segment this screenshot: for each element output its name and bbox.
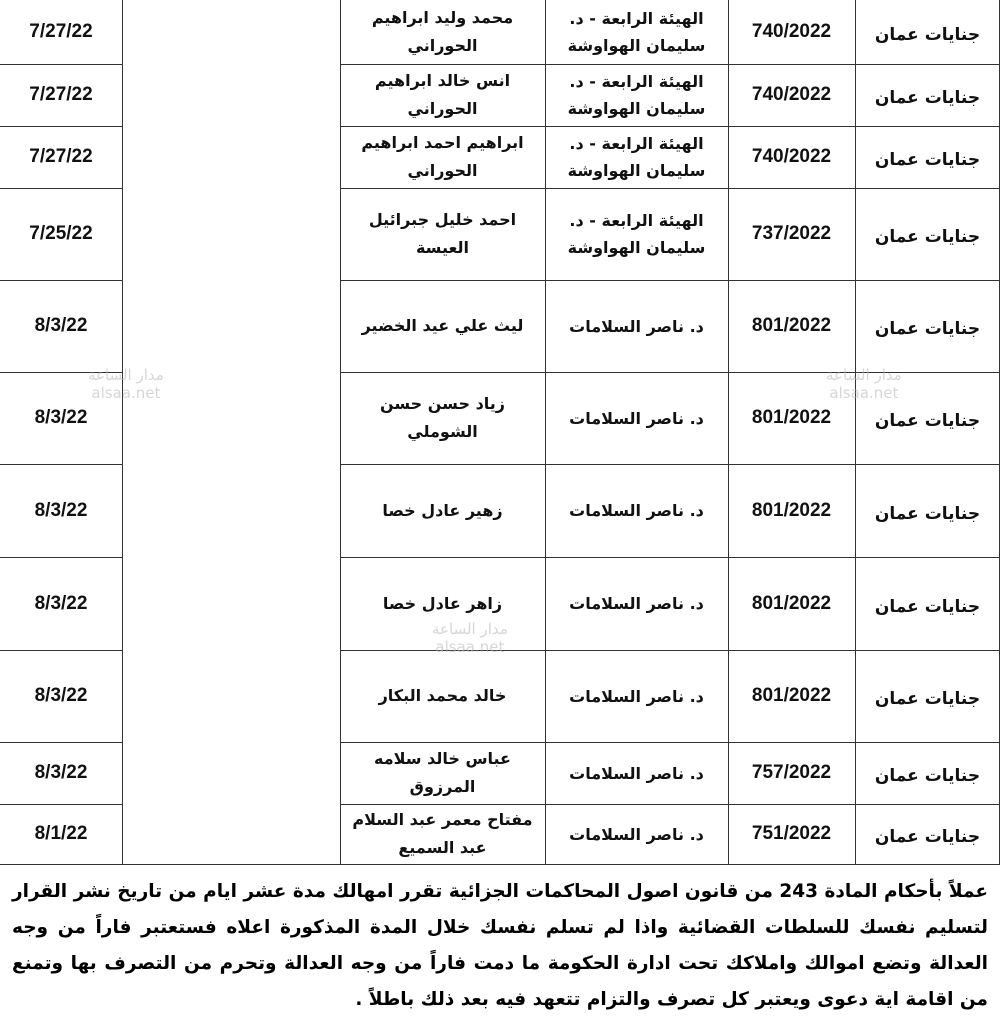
grid-horizontal-line	[122, 864, 340, 865]
date-cell: 8/3/22	[34, 685, 88, 706]
defendant-name-cell: ليث علي عيد الخضير	[361, 316, 524, 335]
table-row	[0, 188, 1000, 280]
date-cell: 8/3/22	[34, 762, 88, 783]
court-cell: جنايات عمان	[874, 25, 981, 45]
grid-horizontal-line	[0, 188, 122, 189]
court-cell: جنايات عمان	[874, 689, 981, 709]
panel-cell: د. ناصر السلامات	[569, 594, 704, 613]
grid-horizontal-line	[340, 64, 1000, 65]
grid-horizontal-line	[0, 557, 122, 558]
court-cell: جنايات عمان	[874, 227, 981, 247]
grid-vertical-line	[855, 0, 856, 864]
grid-horizontal-line	[340, 650, 1000, 651]
table-row	[0, 126, 1000, 188]
grid-horizontal-line	[0, 126, 122, 127]
court-cell: جنايات عمان	[874, 596, 981, 617]
empty-cell	[122, 280, 340, 372]
grid-vertical-line	[545, 0, 546, 864]
table-row	[0, 742, 1000, 804]
case-number-cell: 801/2022	[751, 592, 832, 614]
grid-vertical-line	[728, 0, 729, 864]
panel-cell: د. ناصر السلامات	[569, 686, 704, 706]
date-cell: 7/25/22	[29, 223, 93, 244]
grid-horizontal-line	[0, 742, 122, 743]
grid-horizontal-line	[340, 557, 1000, 558]
table-row	[0, 280, 1000, 372]
watermark-arabic: مدار الساعة	[432, 620, 508, 638]
table-row	[0, 464, 1000, 557]
case-number-cell: 801/2022	[751, 407, 832, 428]
grid-horizontal-line	[340, 372, 1000, 373]
grid-horizontal-line	[340, 280, 1000, 281]
date-cell: 7/27/22	[29, 146, 93, 167]
court-cell: جنايات عمان	[874, 319, 981, 339]
date-cell: 8/3/22	[34, 592, 88, 614]
grid-vertical-line	[340, 0, 341, 864]
grid-horizontal-line	[340, 126, 1000, 127]
panel-cell: د. ناصر السلامات	[569, 501, 704, 520]
empty-cell	[122, 650, 340, 742]
panel-cell: د. ناصر السلامات	[569, 316, 704, 336]
empty-cell	[122, 464, 340, 557]
court-cell: جنايات عمان	[874, 88, 981, 108]
table-row	[0, 64, 1000, 126]
grid-horizontal-line	[0, 372, 122, 373]
court-cell: جنايات عمان	[874, 766, 981, 786]
table-row	[0, 372, 1000, 464]
grid-horizontal-line	[340, 804, 1000, 805]
table-row	[0, 557, 1000, 650]
defendant-name-cell: مفتاح معمر عبد السلام عبد السميع	[352, 810, 533, 857]
panel-cell: الهيئة الرابعة - د. سليمان الهواوشة	[567, 9, 706, 55]
defendant-name-cell: زهير عادل خصا	[382, 500, 503, 520]
case-number-cell: 801/2022	[751, 315, 832, 336]
case-number-cell: 740/2022	[751, 84, 832, 105]
case-number-cell: 757/2022	[751, 762, 832, 783]
grid-vertical-line	[122, 0, 123, 864]
panel-cell: د. ناصر السلامات	[569, 763, 704, 783]
defendant-name-cell: عباس خالد سلامه المرزوق	[374, 749, 511, 796]
date-cell: 8/1/22	[34, 823, 88, 844]
table-row	[0, 650, 1000, 742]
watermark-latin: alsaa.net	[829, 384, 899, 402]
watermark-latin: alsaa.net	[435, 638, 505, 656]
court-cell: جنايات عمان	[874, 411, 981, 431]
grid-horizontal-line	[0, 64, 122, 65]
empty-cell	[122, 0, 340, 64]
defendant-name-cell: زياد حسن حسن الشوملي	[380, 394, 505, 441]
date-cell: 7/27/22	[29, 21, 93, 42]
empty-cell	[122, 126, 340, 188]
panel-cell: د. ناصر السلامات	[569, 824, 704, 844]
case-number-cell: 740/2022	[751, 146, 832, 167]
empty-cell	[122, 188, 340, 280]
defendant-name-cell: انس خالد ابراهيم الحوراني	[374, 71, 511, 118]
court-cell: جنايات عمان	[874, 503, 981, 524]
grid-horizontal-line	[340, 188, 1000, 189]
watermark-latin: alsaa.net	[91, 384, 161, 402]
grid-horizontal-line	[0, 280, 122, 281]
empty-cell	[122, 804, 340, 864]
defendant-name-cell: ابراهيم احمد ابراهيم الحوراني	[361, 133, 524, 180]
grid-horizontal-line	[0, 650, 122, 651]
grid-horizontal-line	[340, 864, 1000, 865]
defendant-name-cell: خالد محمد البكار	[378, 686, 507, 705]
empty-cell	[122, 64, 340, 126]
defendant-name-cell: محمد وليد ابراهيم الحوراني	[371, 8, 514, 55]
case-number-cell: 737/2022	[751, 223, 832, 244]
table-row	[0, 0, 1000, 64]
case-number-cell: 740/2022	[751, 21, 832, 42]
defendant-name-cell: زاهر عادل خصا	[382, 593, 503, 613]
date-cell: 8/3/22	[34, 499, 88, 521]
date-cell: 8/3/22	[34, 315, 88, 336]
empty-cell	[122, 557, 340, 650]
date-cell: 8/3/22	[34, 407, 88, 428]
table-row	[0, 804, 1000, 864]
grid-horizontal-line	[340, 464, 1000, 465]
case-number-cell: 801/2022	[751, 499, 832, 521]
date-cell: 7/27/22	[29, 84, 93, 105]
empty-cell	[122, 372, 340, 464]
panel-cell: الهيئة الرابعة - د. سليمان الهواوشة	[567, 211, 706, 257]
grid-horizontal-line	[0, 804, 122, 805]
case-number-cell: 801/2022	[751, 685, 832, 706]
defendant-name-cell: احمد خليل جبرائيل العيسة	[368, 210, 517, 257]
court-cell: جنايات عمان	[874, 150, 981, 170]
court-cell: جنايات عمان	[874, 827, 981, 847]
panel-cell: د. ناصر السلامات	[569, 408, 704, 428]
panel-cell: الهيئة الرابعة - د. سليمان الهواوشة	[567, 72, 706, 118]
case-number-cell: 751/2022	[751, 823, 832, 844]
legal-notice-paragraph: عملاً بأحكام المادة 243 من قانون اصول المحاكمات الجزائية تقرر امهالك مدة عشر ايام من تاريخ نشر القرار لتسليم نفسك للسلطات القضائية واذا لم تسلم نفسك خلال المدة المذكورة اعلاه فستعتبر فاراً من وجه العدالة وتضع اموالك واملاكك تحت ادارة الحكومة ما دمت فاراً من وجه العدالة وتحرم من التصرف بها وتمنع من اقامة اية دعوى ويعتبر كل تصرف والتزام تتعهد فيه بعد ذلك باطلاً .	[12, 881, 988, 1010]
watermark-arabic: مدار الساعة	[826, 366, 902, 384]
grid-horizontal-line	[340, 742, 1000, 743]
grid-horizontal-line	[0, 464, 122, 465]
grid-horizontal-line	[0, 864, 122, 865]
panel-cell: الهيئة الرابعة - د. سليمان الهواوشة	[567, 134, 706, 180]
watermark-arabic: مدار الساعة	[88, 366, 164, 384]
empty-cell	[122, 742, 340, 804]
